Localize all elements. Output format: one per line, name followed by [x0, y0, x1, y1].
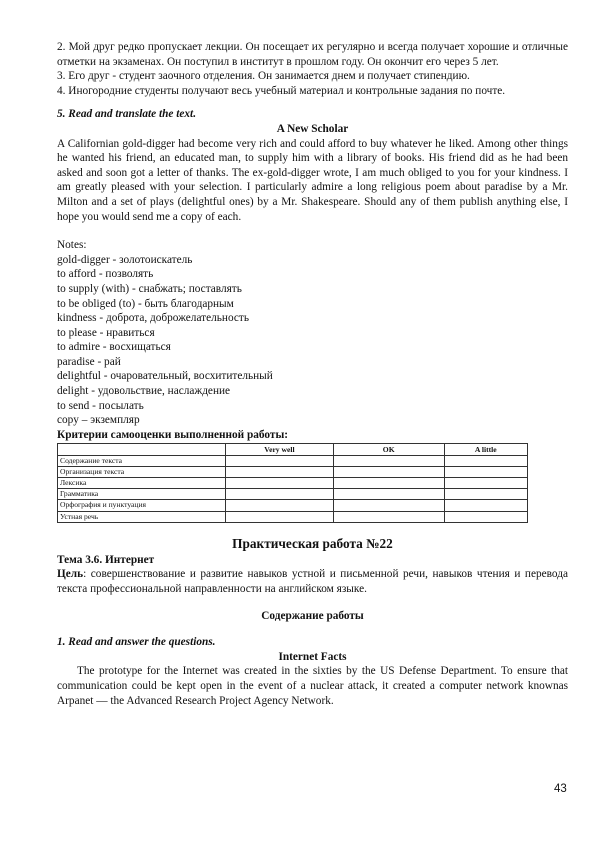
notes-list — [57, 253, 568, 428]
criteria-cell[interactable] — [444, 489, 527, 500]
criteria-row-label: Орфография и пунктуация — [58, 500, 226, 511]
criteria-header-cell: OK — [333, 444, 444, 455]
criteria-cell[interactable] — [226, 466, 334, 477]
criteria-cell[interactable] — [226, 489, 334, 500]
note-item: gold-digger - золотоискатель — [57, 253, 193, 266]
criteria-header-row — [58, 444, 528, 455]
exercise4-item-2: 2. Мой друг редко пропускает лекции. Он посещает их регулярно и всегда получает хорошие и отличные отметки на экзаменах. Он поступил в институт в прошлом году. Он окончит его через 5 лет. — [57, 41, 568, 68]
practical-goal — [57, 567, 568, 596]
content-heading: Содержание работы — [261, 609, 364, 622]
note-item: copy – экземпляр — [57, 414, 140, 427]
criteria-cell[interactable] — [444, 455, 527, 466]
criteria-header-cell: A little — [444, 444, 527, 455]
exercise5-title: A New Scholar — [276, 122, 349, 135]
criteria-cell[interactable] — [444, 466, 527, 477]
table-row — [58, 478, 528, 489]
practical-topic: Тема 3.6. Интернет — [57, 553, 155, 566]
criteria-cell[interactable] — [333, 511, 444, 522]
criteria-cell[interactable] — [226, 511, 334, 522]
criteria-row-label: Грамматика — [58, 489, 226, 500]
exercise4-item-3: 3. Его друг - студент заочного отделения. Он занимается днем и получает стипендию. — [57, 70, 470, 83]
criteria-row-label: Устная речь — [58, 511, 226, 522]
criteria-table — [57, 443, 528, 522]
criteria-cell[interactable] — [226, 500, 334, 511]
note-item: to send - посылать — [57, 399, 144, 412]
criteria-row-label: Лексика — [58, 478, 226, 489]
table-row — [58, 455, 528, 466]
table-row — [58, 466, 528, 477]
criteria-header-cell — [58, 444, 226, 455]
criteria-cell[interactable] — [444, 478, 527, 489]
note-item: delightful - очаровательный, восхитительный — [57, 370, 273, 383]
criteria-row-label: Организация текста — [58, 466, 226, 477]
note-item: to afford - позволять — [57, 268, 154, 281]
criteria-cell[interactable] — [226, 455, 334, 466]
note-item: to please - нравиться — [57, 326, 155, 339]
criteria-cell[interactable] — [333, 500, 444, 511]
criteria-cell[interactable] — [444, 500, 527, 511]
practical-title: Практическая работа №22 — [232, 535, 393, 551]
exercise1-text: The prototype for the Internet was created in the sixties by the US Defense Department. To ensure that communication could be kept open in the event of a nuclear attack, it created a computer network knownas Arpanet — the Advanced Research Project Agency Network. — [57, 665, 568, 707]
exercise5-heading: 5. Read and translate the text. — [57, 108, 197, 121]
criteria-header-cell: Very well — [226, 444, 334, 455]
table-row — [58, 500, 528, 511]
criteria-cell[interactable] — [333, 455, 444, 466]
note-item: kindness - доброта, доброжелательность — [57, 312, 249, 325]
note-item: to supply (with) - снабжать; поставлять — [57, 282, 242, 295]
document-page — [57, 40, 568, 708]
criteria-cell[interactable] — [444, 511, 527, 522]
exercise1-title: Internet Facts — [278, 650, 347, 663]
table-row — [58, 489, 528, 500]
criteria-cell[interactable] — [333, 466, 444, 477]
notes-label: Notes: — [57, 239, 87, 252]
exercise5-text: A Californian gold-digger had become very rich and could afford to buy whatever he liked. Among other things he wanted his friend, an educated man, to supply him with a library of books. His friend did as he had been asked and soon got a letter of thanks. The ex-gold-digger wrote, I am much obliged to you for your kindness. I am greatly pleased with your selection. I particularly admire a long religious poem about paradise by a Mr. Milton and a set of plays (delightful ones) by a Mr. Shakespeare. Should any of them publish anything else, I hope you would send me a copy of each. — [57, 137, 568, 223]
criteria-title: Критерии самооценки выполненной работы: — [57, 428, 289, 441]
table-row — [58, 511, 528, 522]
criteria-cell[interactable] — [333, 478, 444, 489]
page-number: 43 — [554, 783, 567, 795]
criteria-cell[interactable] — [333, 489, 444, 500]
note-item: to be obliged (to) - быть благодарным — [57, 297, 234, 310]
exercise1-heading: 1. Read and answer the questions. — [57, 636, 216, 649]
note-item: to admire - восхищаться — [57, 341, 171, 354]
note-item: paradise - рай — [57, 355, 121, 368]
criteria-cell[interactable] — [226, 478, 334, 489]
exercise4-item-4: 4. Иногородние студенты получают весь учебный материал и контрольные задания по почте. — [57, 84, 506, 97]
note-item: delight - удовольствие, наслаждение — [57, 385, 231, 398]
goal-text: : совершенствование и развитие навыков устной и письменной речи, навыков чтения и перевода текста профессиональной направленности на английском языке. — [57, 568, 568, 595]
criteria-row-label: Содержание текста — [58, 455, 226, 466]
goal-label: Цель — [57, 568, 84, 581]
